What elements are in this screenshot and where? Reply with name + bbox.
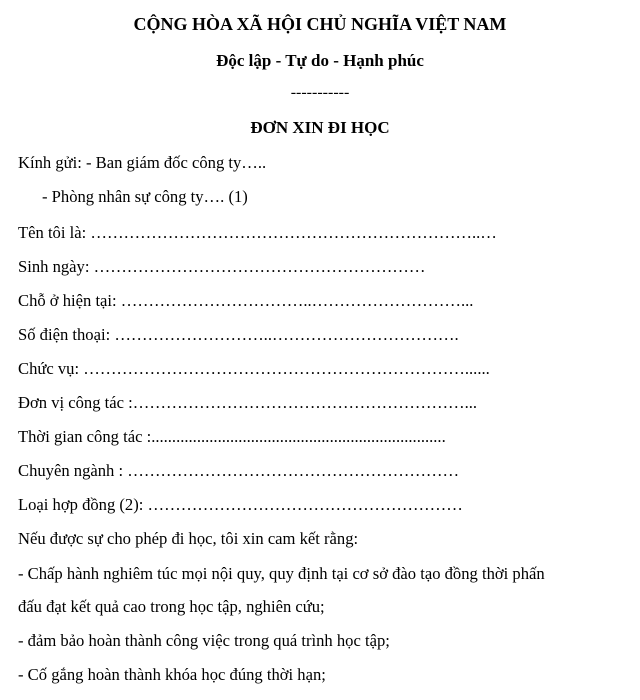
national-motto: Độc lập - Tự do - Hạnh phúc (216, 51, 424, 70)
commitment-item-2: - đảm bảo hoàn thành công việc trong quá trình học tập; (18, 631, 390, 650)
heading-separator: ----------- (290, 84, 350, 101)
phone-field: Số điện thoại: ………………………..……………………………. (18, 325, 459, 344)
addressee-line: Kính gửi: - Ban giám đốc công ty….. (18, 153, 267, 172)
birthdate-field: Sinh ngày: …………………………………………………… (18, 257, 426, 276)
addressee-hr-line: - Phòng nhân sự công ty…. (1) (42, 187, 248, 206)
position-field: Chức vụ: ……………………………………………………………...... (18, 359, 490, 378)
work-duration-field: Thời gian công tác :....................................................................... (18, 427, 446, 446)
document-title: ĐƠN XIN ĐI HỌC (250, 118, 390, 137)
address-field: Chỗ ở hiện tại: ……………………………..………………………... (18, 291, 474, 310)
work-unit-field: Đơn vị công tác :……………………………………………………... (18, 393, 478, 412)
contract-type-field: Loại hợp đồng (2): ………………………………………………… (18, 495, 463, 514)
major-field: Chuyên ngành : …………………………………………………… (18, 461, 460, 480)
national-heading: CỘNG HÒA XÃ HỘI CHỦ NGHĨA VIỆT NAM (133, 14, 507, 34)
commitment-item-1-cont: đấu đạt kết quả cao trong học tập, nghiên cứu; (18, 597, 325, 616)
name-field: Tên tôi là: ……………………………………………………………..… (18, 223, 497, 242)
commitment-intro: Nếu được sự cho phép đi học, tôi xin cam kết rằng: (18, 529, 359, 548)
commitment-item-3: - Cố gắng hoàn thành khóa học đúng thời hạn; (18, 665, 326, 684)
commitment-item-1: - Chấp hành nghiêm túc mọi nội quy, quy định tại cơ sở đào tạo đồng thời phấn (18, 564, 545, 583)
